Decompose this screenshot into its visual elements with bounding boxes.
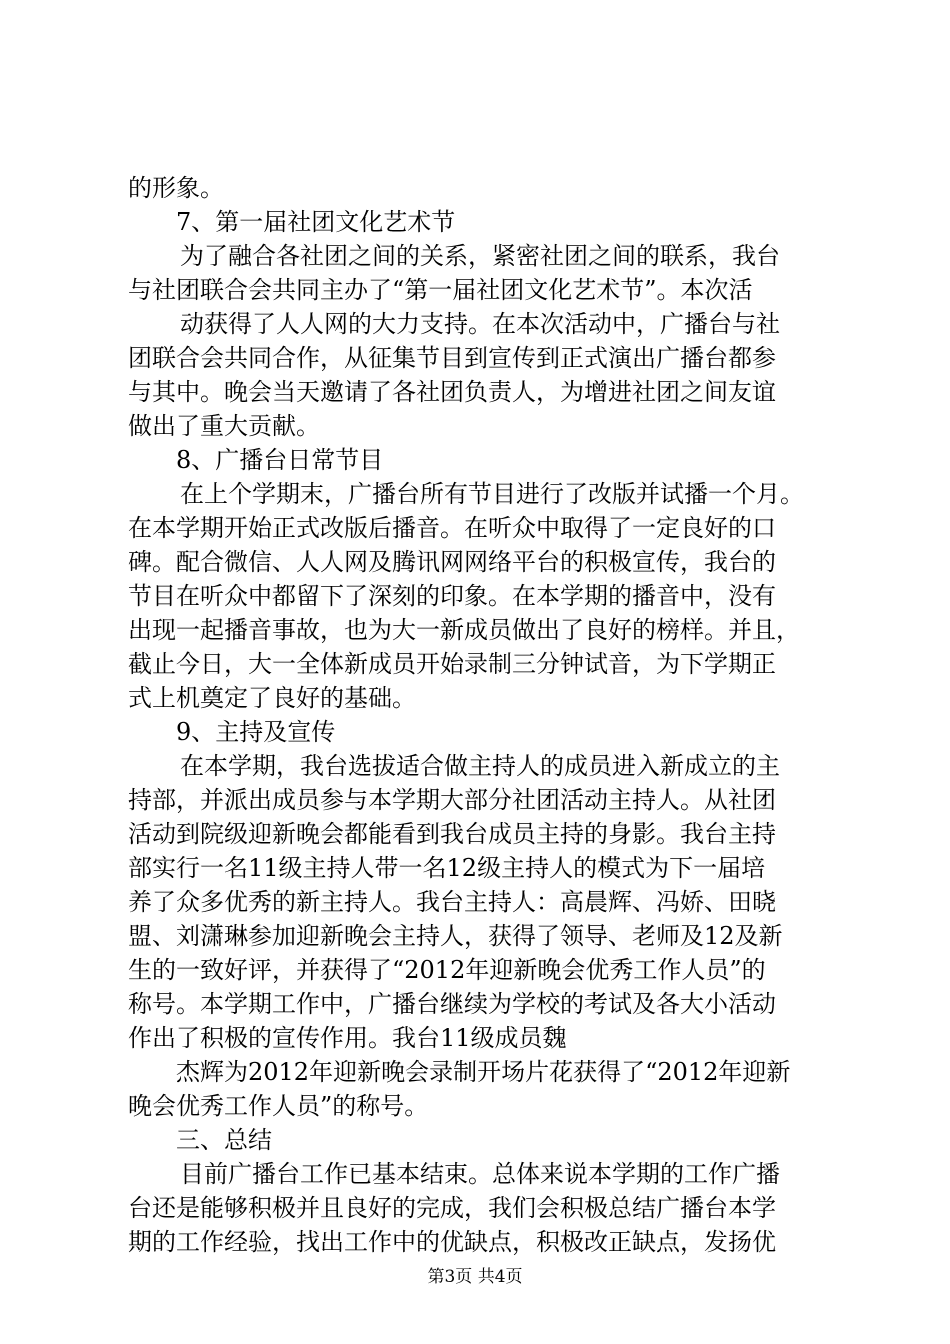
section-heading: 三、总结: [176, 1126, 272, 1154]
page-number-footer: 第3页 共4页: [427, 1267, 523, 1287]
paragraph-line: 期的工作经验，找出工作中的优缺点，积极改正缺点，发扬优: [128, 1228, 776, 1256]
paragraph-line: 活动到院级迎新晚会都能看到我台成员主持的身影。我台主持: [128, 820, 776, 848]
paragraph-line: 团联合会共同合作，从征集节目到宣传到正式演出广播台都参: [128, 344, 776, 372]
paragraph-line: 在上个学期末，广播台所有节目进行了改版并试播一个月。: [180, 480, 804, 508]
paragraph-line: 台还是能够积极并且良好的完成，我们会积极总结广播台本学: [128, 1194, 776, 1222]
paragraph-line: 节目在听众中都留下了深刻的印象。在本学期的播音中，没有: [128, 582, 776, 610]
paragraph-line: 动获得了人人网的大力支持。在本次活动中，广播台与社: [180, 310, 780, 338]
paragraph-line: 与社团联合会共同主办了“第一届社团文化艺术节”。本次活: [128, 276, 753, 304]
paragraph-line: 晚会优秀工作人员”的称号。: [128, 1092, 429, 1120]
paragraph-line: 生的一致好评，并获得了“2012年迎新晚会优秀工作人员”的: [128, 956, 766, 984]
paragraph-line: 部实行一名11级主持人带一名12级主持人的模式为下一届培: [128, 854, 766, 882]
paragraph-line: 截止今日，大一全体新成员开始录制三分钟试音，为下学期正: [128, 650, 776, 678]
paragraph-line: 目前广播台工作已基本结束。总体来说本学期的工作广播: [180, 1160, 780, 1188]
paragraph-line: 出现一起播音事故，也为大一新成员做出了良好的榜样。并且，: [128, 616, 800, 644]
section-heading: 9、主持及宣传: [176, 718, 336, 746]
paragraph-line: 称号。本学期工作中，广播台继续为学校的考试及各大小活动: [128, 990, 776, 1018]
paragraph-line: 式上机奠定了良好的基础。: [128, 684, 416, 712]
paragraph-line: 碑。配合微信、人人网及腾讯网网络平台的积极宣传，我台的: [128, 548, 776, 576]
section-heading: 8、广播台日常节目: [176, 446, 384, 474]
section-heading: 7、第一届社团文化艺术节: [176, 208, 456, 236]
paragraph-line: 为了融合各社团之间的关系，紧密社团之间的联系，我台: [180, 242, 780, 270]
paragraph-line: 的形象。: [128, 174, 224, 202]
paragraph-line: 盟、刘潇琳参加迎新晚会主持人，获得了领导、老师及12及新: [128, 922, 783, 950]
paragraph-line: 作出了积极的宣传作用。我台11级成员魏: [128, 1024, 567, 1052]
paragraph-line: 做出了重大贡献。: [128, 412, 320, 440]
paragraph-line: 在本学期开始正式改版后播音。在听众中取得了一定良好的口: [128, 514, 776, 542]
paragraph-line: 在本学期，我台选拔适合做主持人的成员进入新成立的主: [180, 752, 780, 780]
paragraph-line: 养了众多优秀的新主持人。我台主持人：高晨辉、冯娇、田晓: [128, 888, 776, 916]
paragraph-line: 与其中。晚会当天邀请了各社团负责人，为增进社团之间友谊: [128, 378, 776, 406]
paragraph-line: 杰辉为2012年迎新晚会录制开场片花获得了“2012年迎新: [176, 1058, 791, 1086]
paragraph-line: 持部，并派出成员参与本学期大部分社团活动主持人。从社团: [128, 786, 776, 814]
